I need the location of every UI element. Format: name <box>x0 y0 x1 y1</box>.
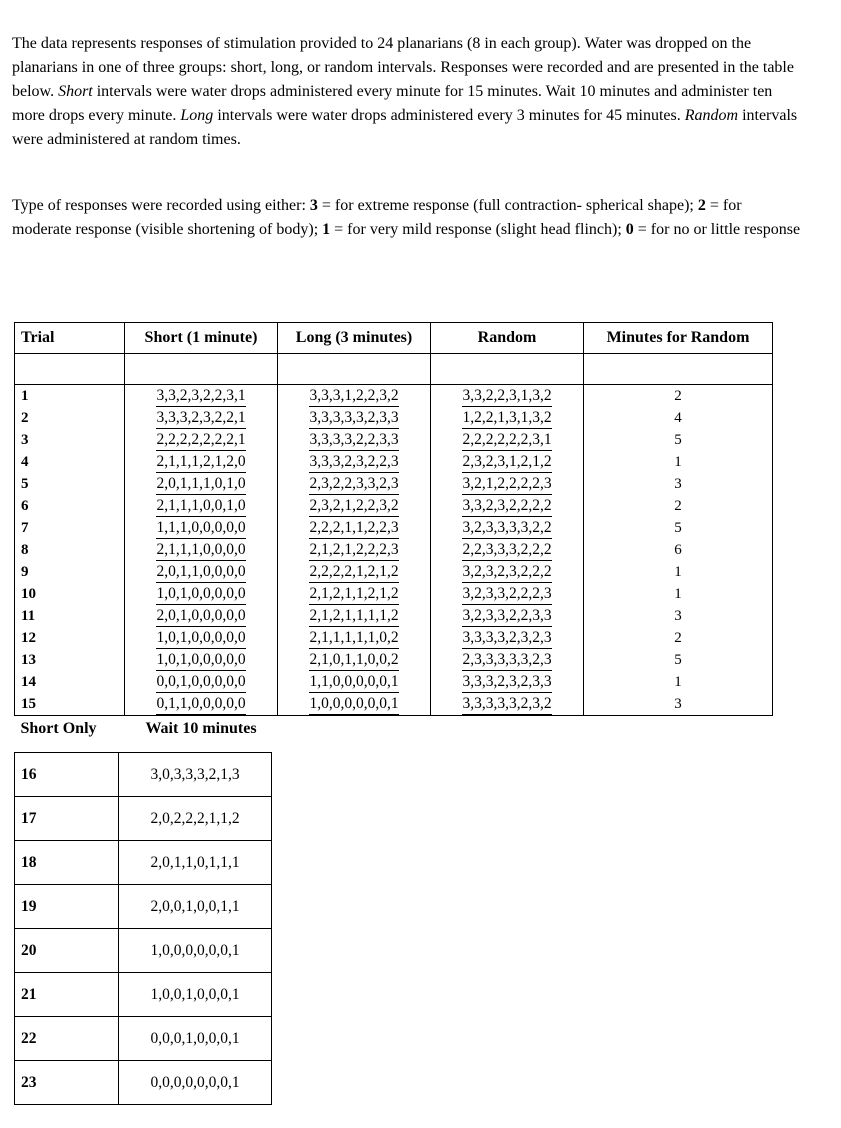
cell-value: 2,1,1,1,1,1,0,2 <box>309 627 398 649</box>
minutes-cell: 5 <box>584 517 773 539</box>
cell-value: 1,2,2,1,3,1,3,2 <box>462 407 551 429</box>
random-cell <box>431 495 584 517</box>
cell-value: 2,1,1,1,0,0,0,0 <box>156 539 245 561</box>
short-only-row <box>15 1017 272 1061</box>
short-cell: 2,0,2,2,2,1,1,2 <box>119 797 272 841</box>
key-value-1: 1 <box>322 221 331 238</box>
trial-cell: 3 <box>15 429 125 451</box>
minutes-cell: 2 <box>584 495 773 517</box>
long-cell <box>278 473 431 495</box>
table-row <box>15 451 773 473</box>
short-cell: 2,0,0,1,0,0,1,1 <box>119 885 272 929</box>
short-cell <box>125 429 278 451</box>
empty-cell <box>278 354 431 385</box>
empty-cell <box>15 354 125 385</box>
key-value-3: 3 <box>309 197 318 214</box>
long-cell <box>278 385 431 408</box>
random-cell <box>431 693 584 716</box>
short-cell: 2,0,1,1,0,1,1,1 <box>119 841 272 885</box>
trial-cell: 11 <box>15 605 125 627</box>
minutes-cell: 1 <box>584 583 773 605</box>
random-cell <box>431 517 584 539</box>
cell-value: 3,2,1,2,2,2,2,3 <box>462 473 551 495</box>
long-cell <box>278 671 431 693</box>
long-cell <box>278 649 431 671</box>
long-cell <box>278 627 431 649</box>
random-cell <box>431 627 584 649</box>
trial-cell: 9 <box>15 561 125 583</box>
short-cell <box>125 693 278 716</box>
trial-cell: 7 <box>15 517 125 539</box>
short-only-row <box>15 973 272 1017</box>
table-row <box>15 429 773 451</box>
short-cell <box>125 495 278 517</box>
cell-value: 2,0,1,1,0,0,0,0 <box>156 561 245 583</box>
minutes-cell: 1 <box>584 451 773 473</box>
short-cell <box>125 539 278 561</box>
table-row <box>15 605 773 627</box>
cell-value: 2,2,2,2,2,2,3,1 <box>462 429 551 451</box>
random-cell <box>431 605 584 627</box>
table-row <box>15 539 773 561</box>
cell-value: 2,2,2,2,2,2,2,1 <box>156 429 245 451</box>
header-random: Random <box>431 323 584 354</box>
long-cell <box>278 495 431 517</box>
short-cell: 1,0,0,1,0,0,0,1 <box>119 973 272 1017</box>
short-cell <box>125 561 278 583</box>
random-cell <box>431 473 584 495</box>
short-cell <box>125 385 278 408</box>
random-cell <box>431 451 584 473</box>
trial-cell: 2 <box>15 407 125 429</box>
cell-value: 1,1,1,0,0,0,0,0 <box>156 517 245 539</box>
cell-value: 1,1,0,0,0,0,0,1 <box>309 671 398 693</box>
minutes-cell: 2 <box>584 627 773 649</box>
cell-value: 2,2,2,1,1,2,2,3 <box>309 517 398 539</box>
long-cell <box>278 693 431 716</box>
cell-value: 3,2,3,3,2,2,3,3 <box>462 605 551 627</box>
minutes-cell: 3 <box>584 605 773 627</box>
key-text: Type of responses were recorded using either: <box>12 197 310 214</box>
key-text: = for no or little response <box>633 221 801 238</box>
cell-value: 2,1,1,1,0,0,1,0 <box>156 495 245 517</box>
key-value-2: 2 <box>697 197 706 214</box>
intro-text: intervals were administered at random times. <box>12 107 798 148</box>
short-cell: 3,0,3,3,3,2,1,3 <box>119 753 272 797</box>
cell-value: 2,1,0,1,1,0,0,2 <box>309 649 398 671</box>
trial-cell: 5 <box>15 473 125 495</box>
minutes-cell: 2 <box>584 385 773 408</box>
random-cell <box>431 539 584 561</box>
cell-value: 0,1,1,0,0,0,0,0 <box>156 693 245 715</box>
cell-value: 3,2,3,3,2,2,2,3 <box>462 583 551 605</box>
key-value-0: 0 <box>625 221 634 238</box>
random-cell <box>431 561 584 583</box>
cell-value: 1,0,1,0,0,0,0,0 <box>156 649 245 671</box>
header-trial: Trial <box>15 323 125 354</box>
cell-value: 3,3,3,2,3,2,2,3 <box>309 451 398 473</box>
intro-text: intervals were water drops administered every minute for 15 minutes. Wait 10 minutes and administer ten more drops every minute. <box>12 83 773 124</box>
intro-text: The data represents responses of stimulation provided to 24 planarians (8 in each group). Water was dropped on the planarians in one of three groups: short, long, or random intervals. Responses were recorded and are presented in the table below. <box>12 35 794 100</box>
short-only-row <box>15 929 272 973</box>
cell-value: 2,1,2,1,2,2,2,3 <box>309 539 398 561</box>
short-cell: 1,0,0,0,0,0,0,1 <box>119 929 272 973</box>
long-cell <box>278 517 431 539</box>
table-row <box>15 693 773 716</box>
key-text: = for extreme response (full contraction- spherical shape); <box>317 197 698 214</box>
cell-value: 3,3,3,3,2,2,3,3 <box>309 429 398 451</box>
cell-value: 2,2,3,3,3,2,2,2 <box>462 539 551 561</box>
short-only-row <box>15 841 272 885</box>
trial-cell: 8 <box>15 539 125 561</box>
response-key-paragraph <box>12 194 802 242</box>
random-cell <box>431 671 584 693</box>
short-cell <box>125 407 278 429</box>
table-row <box>15 517 773 539</box>
cell-value: 1,0,1,0,0,0,0,0 <box>156 583 245 605</box>
long-term: Long <box>180 107 214 124</box>
trial-cell: 18 <box>15 841 119 885</box>
cell-value: 3,3,2,2,3,1,3,2 <box>462 385 551 407</box>
random-cell <box>431 649 584 671</box>
response-table <box>14 322 773 744</box>
long-cell <box>278 451 431 473</box>
cell-value: 3,3,2,3,2,2,2,2 <box>462 495 551 517</box>
short-only-row <box>15 1061 272 1105</box>
table-row <box>15 649 773 671</box>
cell-value: 3,2,3,3,3,3,2,2 <box>462 517 551 539</box>
short-cell <box>125 605 278 627</box>
long-cell <box>278 407 431 429</box>
cell-value: 3,3,3,3,3,2,3,3 <box>309 407 398 429</box>
empty-cell <box>125 354 278 385</box>
short-cell <box>125 649 278 671</box>
long-cell <box>278 561 431 583</box>
short-term: Short <box>58 83 93 100</box>
short-only-label: Short Only <box>20 720 97 737</box>
cell-value: 2,3,2,3,1,2,1,2 <box>462 451 551 473</box>
trial-cell: 15 <box>15 693 125 716</box>
short-only-label-row <box>15 716 773 745</box>
trial-cell: 20 <box>15 929 119 973</box>
short-cell <box>125 627 278 649</box>
trial-cell: 19 <box>15 885 119 929</box>
empty-row <box>15 354 773 385</box>
trial-cell: 16 <box>15 753 119 797</box>
key-text: = for very mild response (slight head flinch); <box>330 221 626 238</box>
short-only-table <box>14 752 272 1105</box>
cell-value: 2,1,2,1,1,1,1,2 <box>309 605 398 627</box>
minutes-cell: 4 <box>584 407 773 429</box>
empty-cell <box>584 354 773 385</box>
minutes-cell: 1 <box>584 671 773 693</box>
short-cell <box>125 473 278 495</box>
table-row <box>15 495 773 517</box>
cell-value: 3,3,3,2,3,2,2,1 <box>156 407 245 429</box>
random-cell <box>431 429 584 451</box>
cell-value: 2,3,2,1,2,2,3,2 <box>309 495 398 517</box>
empty-cell <box>431 354 584 385</box>
header-short: Short (1 minute) <box>125 323 278 354</box>
table-row <box>15 561 773 583</box>
short-cell <box>125 517 278 539</box>
header-long: Long (3 minutes) <box>278 323 431 354</box>
minutes-cell: 1 <box>584 561 773 583</box>
short-cell: 0,0,0,0,0,0,0,1 <box>119 1061 272 1105</box>
short-cell <box>125 583 278 605</box>
long-cell <box>278 539 431 561</box>
short-only-row <box>15 797 272 841</box>
header-minutes-random: Minutes for Random <box>584 323 773 354</box>
cell-value: 3,3,3,1,2,2,3,2 <box>309 385 398 407</box>
cell-value: 2,3,3,3,3,3,2,3 <box>462 649 551 671</box>
cell-value: 3,3,3,2,3,2,3,3 <box>462 671 551 693</box>
random-cell <box>431 583 584 605</box>
trial-cell: 4 <box>15 451 125 473</box>
table-row <box>15 473 773 495</box>
trial-cell: 14 <box>15 671 125 693</box>
trial-cell: 21 <box>15 973 119 1017</box>
random-cell <box>431 385 584 408</box>
intro-text: intervals were water drops administered every 3 minutes for 45 minutes. <box>213 107 685 124</box>
cell-value: 3,2,3,2,3,2,2,2 <box>462 561 551 583</box>
minutes-cell: 6 <box>584 539 773 561</box>
table-row <box>15 583 773 605</box>
cell-value: 0,0,1,0,0,0,0,0 <box>156 671 245 693</box>
long-cell <box>278 429 431 451</box>
cell-value: 2,1,1,1,2,1,2,0 <box>156 451 245 473</box>
trial-cell: 12 <box>15 627 125 649</box>
cell-value: 2,0,1,1,1,0,1,0 <box>156 473 245 495</box>
short-cell: 0,0,0,1,0,0,0,1 <box>119 1017 272 1061</box>
short-only-row <box>15 753 272 797</box>
long-cell <box>278 605 431 627</box>
minutes-cell: 5 <box>584 429 773 451</box>
minutes-cell: 3 <box>584 473 773 495</box>
cell-value: 1,0,1,0,0,0,0,0 <box>156 627 245 649</box>
key-text: = for moderate response (visible shortening of body); <box>12 197 742 238</box>
cell-value: 3,3,2,3,2,2,3,1 <box>156 385 245 407</box>
trial-cell: 10 <box>15 583 125 605</box>
random-term: Random <box>684 107 739 124</box>
cell-value: 2,0,1,0,0,0,0,0 <box>156 605 245 627</box>
minutes-cell: 3 <box>584 693 773 716</box>
trial-cell: 6 <box>15 495 125 517</box>
wait-label: Wait 10 minutes <box>145 720 257 737</box>
trial-cell: 1 <box>15 385 125 408</box>
short-cell <box>125 671 278 693</box>
long-cell <box>278 583 431 605</box>
table-row <box>15 671 773 693</box>
trial-cell: 23 <box>15 1061 119 1105</box>
short-only-row <box>15 885 272 929</box>
minutes-cell: 5 <box>584 649 773 671</box>
random-cell <box>431 407 584 429</box>
table-row <box>15 385 773 408</box>
cell-value: 3,3,3,3,3,2,3,2 <box>462 693 551 715</box>
trial-cell: 17 <box>15 797 119 841</box>
cell-value: 1,0,0,0,0,0,0,1 <box>309 693 398 715</box>
short-cell <box>125 451 278 473</box>
table-row <box>15 407 773 429</box>
cell-value: 2,3,2,2,3,3,2,3 <box>309 473 398 495</box>
table-row <box>15 627 773 649</box>
header-row <box>15 323 773 354</box>
cell-value: 3,3,3,3,2,3,2,3 <box>462 627 551 649</box>
trial-cell: 13 <box>15 649 125 671</box>
cell-value: 2,2,2,2,1,2,1,2 <box>309 561 398 583</box>
cell-value: 2,1,2,1,1,2,1,2 <box>309 583 398 605</box>
intro-paragraph <box>12 32 802 152</box>
trial-cell: 22 <box>15 1017 119 1061</box>
